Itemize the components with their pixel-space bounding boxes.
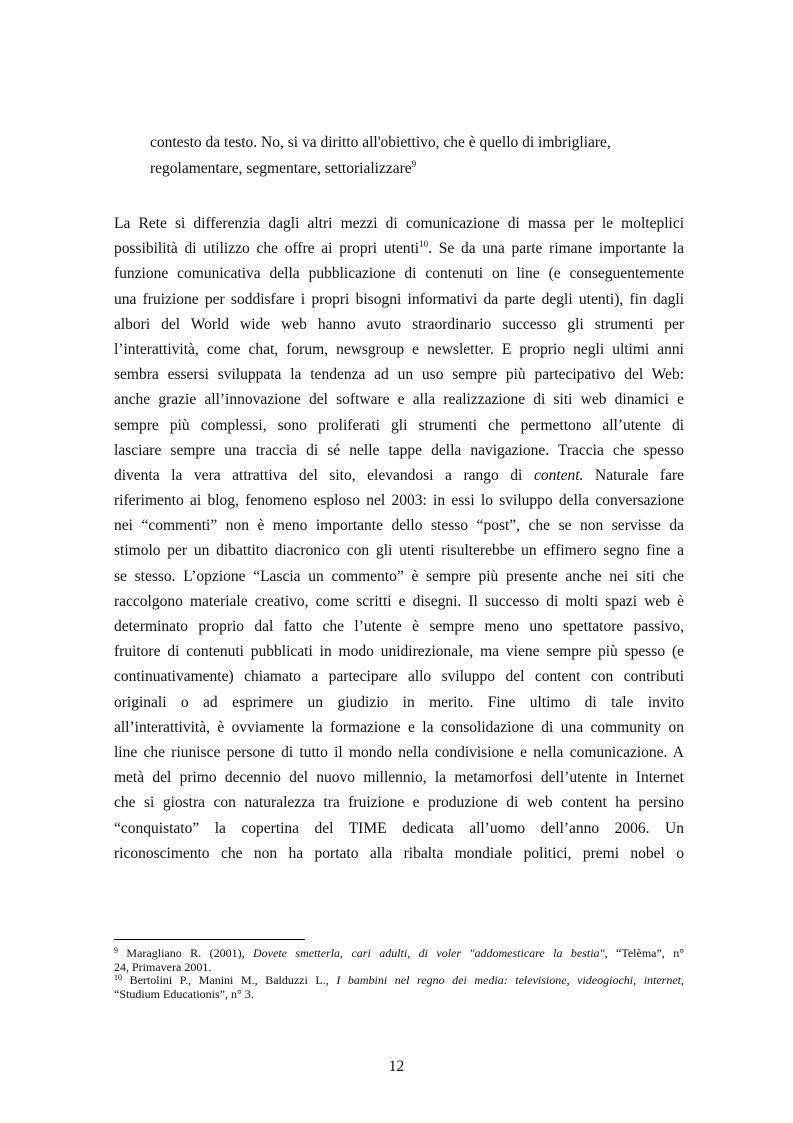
text-line: l’interattività, come chat, forum, newsgroup e newsletter. E proprio negli ultimi anni (114, 340, 684, 358)
text-run: Maragliano R. (2001), (126, 946, 245, 960)
text-line: raccolgono materiale creativo, come scritti e disegni. Il successo di molti spazi web è (114, 592, 684, 610)
quote-line (150, 156, 650, 182)
text-run: , “Telèma”, n° (604, 946, 685, 960)
text-line: se stesso. L’opzione “Lascia un commento” è sempre più presente anche nei siti che (114, 567, 684, 585)
text-line: lasciare sempre una traccia di sé nelle tappe della navigazione. Traccia che spesso (114, 441, 684, 459)
footnotes (114, 947, 684, 1001)
footnote-separator (114, 939, 305, 940)
text-line: nei “commenti” non è meno importante dello stesso “post”, che se non servisse da (114, 517, 684, 535)
block-quote (150, 130, 650, 182)
text-run: possibilità di utilizzo che offre ai propri utenti (114, 240, 420, 258)
text-line: metà del primo decennio del nuovo millennio, la metamorfosi dell’utente in Internet (114, 769, 684, 787)
text-line: determinato proprio dal fatto che l’utente è sempre meno uno spettatore passivo, (114, 618, 684, 635)
text-run: . Se da una parte rimane importante la (428, 240, 684, 258)
text-line: riconoscimento che non ha portato alla ribalta mondiale politici, premi nobel o (114, 844, 684, 862)
text-line: riferimento ai blog, fenomeno esploso nel 2003: in essi lo sviluppo della conversazione (114, 492, 684, 510)
text-line: line che riunisce persone di tutto il mondo nella condivisione e nella comunicazione. A (114, 743, 684, 761)
footnote-number: 9 (114, 946, 118, 955)
text-line: una fruizione per soddisfare i propri bisogni informativi da parte degli utenti), fin dagli (114, 290, 684, 308)
text-line: anche grazie all’innovazione del software e alla realizzazione di siti web dinamici e (114, 391, 684, 409)
quote-line: contesto da testo. No, si va diritto all'obiettivo, che è quello di imbrigliare, (150, 134, 611, 151)
body-paragraph (114, 211, 684, 866)
footnote-9-cont: 24, Primavera 2001. (114, 959, 212, 974)
footnote-10-cont: “Studium Educationis”, n° 3. (114, 986, 254, 1001)
footnote-ref-9[interactable]: 9 (411, 159, 417, 169)
text-line: albori del World wide web hanno avuto straordinario successo gli strumenti per (114, 315, 684, 333)
text-run: diventa la vera attrattiva del sito, elevandosi a rango di (114, 466, 523, 484)
text-line: continuativamente) chiamato a partecipare allo sviluppo del content con contributi (114, 668, 684, 686)
text-line: all’interattività, è ovviamente la formazione e la consolidazione di una community on (114, 718, 684, 736)
text-line: originali o ad esprimere un giudizio in merito. Fine ultimo di tale invito (114, 693, 684, 711)
footnote-number: 10 (114, 973, 122, 983)
footnote-10 (114, 974, 684, 988)
text-line: sembra essersi sviluppata la tendenza ad un uso sempre più partecipativo del Web: (114, 366, 684, 384)
page-number: 12 (388, 1058, 405, 1075)
text-line (114, 236, 684, 261)
text-line: “conquistato” la copertina del TIME dedicata all’uomo dell’anno 2006. Un (114, 819, 684, 837)
text-line: funzione comunicativa della pubblicazione di contenuti on line (e conseguentemente (114, 265, 684, 283)
text-run: Bertolini P., Manini M., Balduzzi L., (129, 973, 329, 988)
text-line (114, 463, 684, 488)
text-line: stimolo per un dibattito diacronico con gli utenti risulterebbe un effimero segno fine a (114, 542, 684, 560)
footnote-9 (114, 947, 684, 961)
text-line: La Rete si differenzia dagli altri mezzi di comunicazione di massa per le molteplici (114, 215, 684, 232)
quote-text: regolamentare, segmentare, settorializzare (150, 160, 412, 177)
italic-title: Dovete smetterla, cari adulti, di voler "addomesticare la bestia" (253, 946, 605, 960)
footnote-ref-10[interactable]: 10 (419, 239, 429, 250)
text-run: Naturale fare (595, 466, 685, 484)
italic-title: I bambini nel regno dei media: televisione, videogiochi, internet, (336, 973, 685, 988)
italic-term: content. (533, 466, 584, 484)
text-line: sempre più complessi, sono proliferati gli strumenti che permettono all’utente di (114, 416, 684, 434)
text-line: fruitore di contenuti pubblicati in modo unidirezionale, ma viene sempre più spesso (e (114, 643, 684, 661)
text-line: che si giostra con naturalezza tra fruizione e produzione di web content ha persino (114, 794, 684, 812)
